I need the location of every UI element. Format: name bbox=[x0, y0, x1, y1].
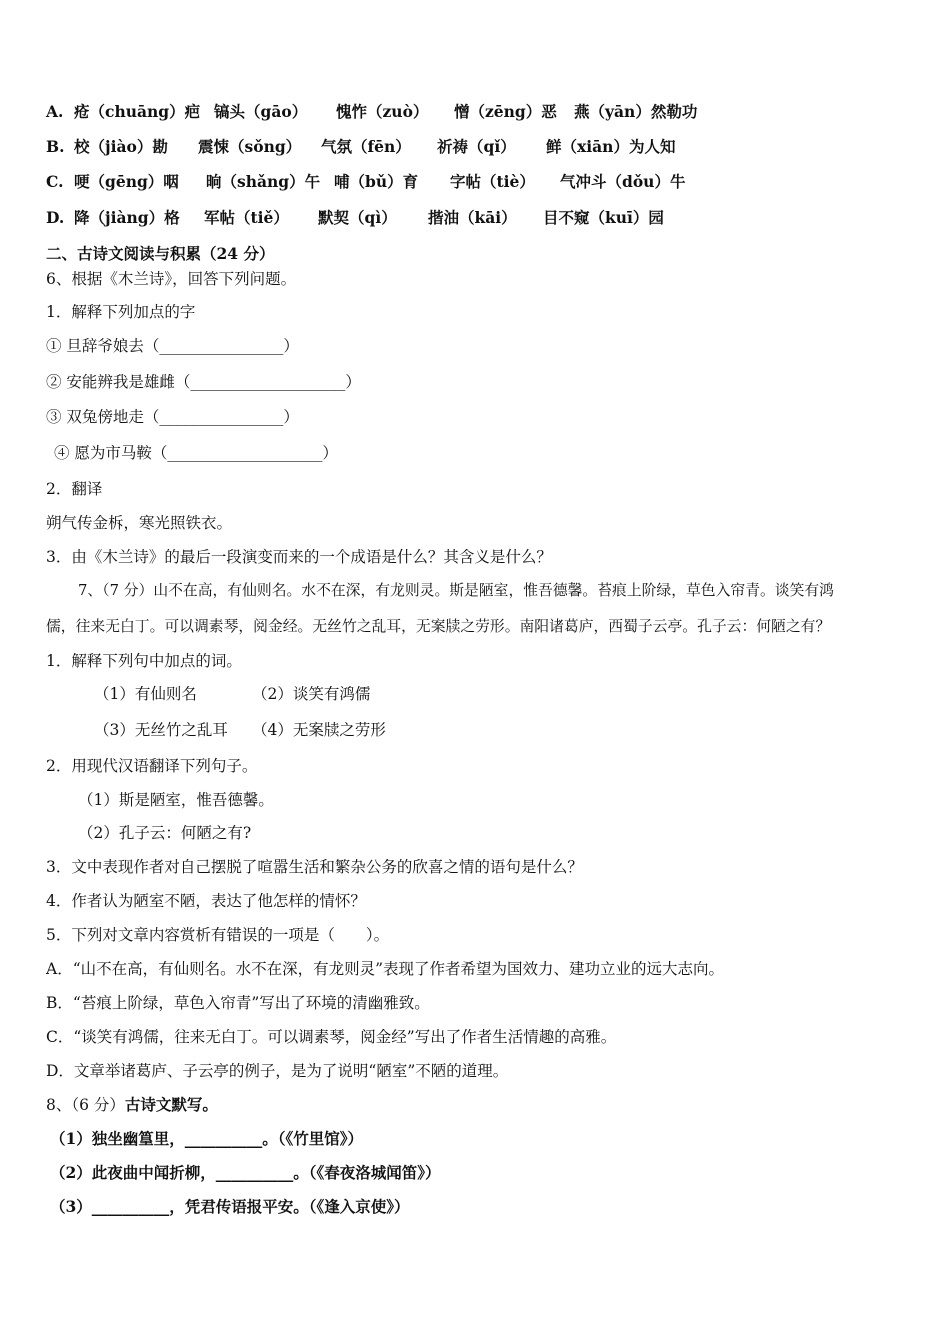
q8-number: 8、（6 分） bbox=[46, 1096, 125, 1114]
q8-line-2: （2）此夜曲中闻折柳，__________。（《春夜洛城闻笛》） bbox=[50, 1163, 441, 1182]
q7-sub3: 3．文中表现作者对自己摆脱了喧嚣生活和繁杂公务的欣喜之情的语句是什么？ bbox=[46, 858, 583, 876]
q8-line-1: （1）独坐幽篁里，__________。（《竹里馆》） bbox=[50, 1129, 364, 1148]
option-item: 哽（gēng）咽 bbox=[74, 172, 179, 191]
q6-item-1: ① 旦辞爷娘去（________________） bbox=[46, 337, 299, 355]
q7-option-a: A．“山不在高，有仙则名。水不在深，有龙则灵”表现了作者希望为国效力、建功立业的远大志向。 bbox=[46, 960, 725, 978]
option-item: 镐头（gāo） bbox=[214, 102, 308, 121]
option-item: 晌（shǎng）午 bbox=[206, 172, 321, 191]
option-label: D. bbox=[46, 208, 65, 227]
option-item: 默契（qì） bbox=[318, 208, 397, 227]
q8-line-3: （3）__________，凭君传语报平安。（《逢入京使》） bbox=[50, 1197, 410, 1216]
q6-item-4: ④ 愿为市马鞍（____________________） bbox=[54, 444, 338, 462]
option-item: 字帖（tiè） bbox=[450, 172, 535, 191]
q7-word-1: （1）有仙则名 bbox=[94, 685, 197, 703]
q7-word-2: （2）谈笑有鸿儒 bbox=[252, 685, 371, 703]
option-item: 军帖（tiě） bbox=[204, 208, 289, 227]
q7-option-c: C．“谈笑有鸿儒，往来无白丁。可以调素琴，阅金经”写出了作者生活情趣的高雅。 bbox=[46, 1028, 617, 1046]
q7-option-b: B．“苔痕上阶绿，草色入帘青”写出了环境的清幽雅致。 bbox=[46, 994, 430, 1012]
q7-sub1: 1．解释下列句中加点的词。 bbox=[46, 652, 242, 670]
option-item: 鲜（xiān）为人知 bbox=[546, 137, 676, 156]
q7-word-3: （3）无丝竹之乱耳 bbox=[94, 721, 228, 739]
q6-sub2: 2．翻译 bbox=[46, 480, 103, 498]
q7-passage-line2: 儒，往来无白丁。可以调素琴，阅金经。无丝竹之乱耳，无案牍之劳形。南阳诸葛庐，西蜀子云亭。孔子云：何陋之有？ bbox=[46, 618, 831, 635]
q6-sub3: 3．由《木兰诗》的最后一段演变而来的一个成语是什么？其含义是什么？ bbox=[46, 548, 552, 566]
option-label: C. bbox=[46, 172, 64, 191]
q7-sub4: 4．作者认为陋室不陋，表达了他怎样的情怀？ bbox=[46, 892, 366, 910]
option-item: 愧怍（zuò） bbox=[336, 102, 429, 121]
q7-passage-line1: 7、（7 分）山不在高，有仙则名。水不在深，有龙则灵。斯是陋室，惟吾德馨。苔痕上阶绿，草色入帘青。谈笑有鸿 bbox=[78, 582, 834, 599]
option-item: 哺（bǔ）育 bbox=[334, 172, 419, 191]
option-item: 燕（yān）然勒功 bbox=[574, 102, 698, 121]
option-item: 震悚（sǒng） bbox=[198, 137, 302, 156]
option-item: 目不窥（kuī）园 bbox=[543, 208, 664, 227]
q7-translate-2: （2）孔子云：何陋之有? bbox=[78, 824, 252, 842]
q6-item-2: ② 安能辨我是雄雌（____________________） bbox=[46, 373, 361, 391]
q8-intro bbox=[46, 1095, 218, 1115]
section-title: 二、古诗文阅读与积累（24 分） bbox=[46, 244, 275, 263]
option-item: 气氛（fēn） bbox=[321, 137, 411, 156]
option-item: 疮（chuāng）疤 bbox=[74, 102, 201, 121]
option-label: A. bbox=[46, 102, 64, 121]
option-item: 祈祷（qǐ） bbox=[437, 137, 516, 156]
q8-title: 古诗文默写。 bbox=[124, 1095, 218, 1114]
q6-sub2-text: 朔气传金柝，寒光照铁衣。 bbox=[46, 514, 233, 532]
option-item: 降（jiàng）格 bbox=[74, 208, 180, 227]
q7-word-4: （4）无案牍之劳形 bbox=[252, 721, 386, 739]
q7-option-d: D．文章举诸葛庐、子云亭的例子，是为了说明“陋室”不陋的道理。 bbox=[46, 1062, 509, 1080]
option-label: B. bbox=[46, 137, 65, 156]
option-item: 憎（zēng）恶 bbox=[454, 102, 557, 121]
q7-sub5: 5．下列对文章内容赏析有错误的一项是（ ）。 bbox=[46, 926, 390, 944]
q7-sub2: 2．用现代汉语翻译下列句子。 bbox=[46, 757, 258, 775]
option-item: 揩油（kāi） bbox=[428, 208, 517, 227]
q7-translate-1: （1）斯是陋室，惟吾德馨。 bbox=[78, 791, 274, 809]
option-item: 气冲斗（dǒu）牛 bbox=[560, 172, 686, 191]
option-item: 校（jiào）勘 bbox=[74, 137, 168, 156]
q6-intro: 6、根据《木兰诗》，回答下列问题。 bbox=[46, 270, 297, 288]
q6-item-3: ③ 双兔傍地走（________________） bbox=[46, 408, 299, 426]
q6-sub1: 1．解释下列加点的字 bbox=[46, 303, 196, 321]
